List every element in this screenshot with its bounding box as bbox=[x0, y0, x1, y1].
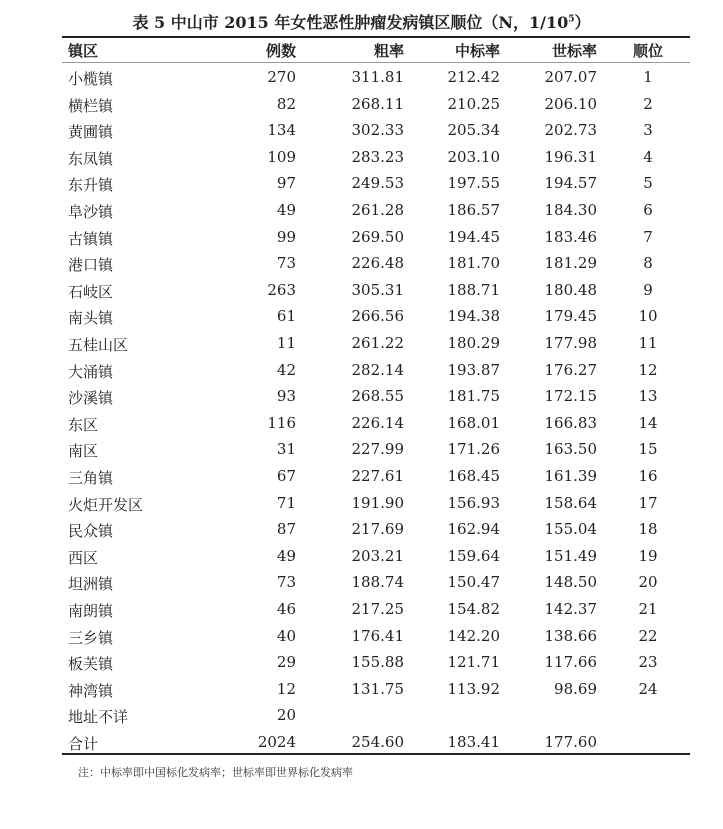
table-cell: 302.33 bbox=[351, 121, 404, 140]
table-cell: 73 bbox=[276, 573, 296, 592]
table-row bbox=[62, 490, 690, 516]
table-cell: 212.42 bbox=[447, 68, 500, 86]
table-cell: 184.30 bbox=[544, 201, 597, 219]
table-cell: 193.87 bbox=[447, 360, 500, 379]
table-cell: 1 bbox=[643, 68, 653, 86]
table-cell: 东区 bbox=[68, 415, 99, 434]
table-cell: 24 bbox=[638, 679, 658, 698]
table-cell: 177.98 bbox=[544, 334, 597, 352]
table-row bbox=[62, 330, 690, 356]
table-cell: 石岐区 bbox=[68, 282, 114, 301]
table-row bbox=[62, 436, 690, 462]
table-cell: 东凤镇 bbox=[68, 149, 114, 168]
bottom-rule bbox=[62, 753, 690, 755]
table-cell: 113.92 bbox=[447, 679, 500, 698]
header-rule bbox=[62, 62, 690, 63]
table-cell: 159.64 bbox=[447, 546, 500, 565]
table-cell: 117.66 bbox=[544, 653, 597, 672]
table-cell: 17 bbox=[638, 493, 658, 512]
table-cell: 131.75 bbox=[351, 679, 404, 698]
table-cell: 150.47 bbox=[447, 573, 500, 592]
table-cell: 阜沙镇 bbox=[68, 203, 114, 221]
table-cell: 203.21 bbox=[351, 546, 404, 565]
table-cell: 179.45 bbox=[544, 307, 597, 326]
table-cell: 46 bbox=[276, 600, 296, 618]
table-cell: 163.50 bbox=[544, 440, 597, 459]
header-row bbox=[62, 36, 690, 62]
table-cell: 194.57 bbox=[544, 174, 597, 193]
table-row bbox=[62, 383, 690, 409]
table-cell: 23 bbox=[638, 653, 658, 672]
table-cell: 156.93 bbox=[447, 493, 500, 512]
table-cell: 横栏镇 bbox=[68, 96, 114, 115]
table-cell: 183.41 bbox=[447, 733, 500, 751]
table-cell: 142.37 bbox=[544, 600, 597, 618]
table-cell: 155.88 bbox=[351, 653, 404, 672]
table-cell: 6 bbox=[643, 201, 653, 219]
table-cell: 311.81 bbox=[351, 68, 404, 86]
table-cell: 99 bbox=[276, 227, 296, 246]
table-cell: 171.26 bbox=[447, 440, 500, 459]
table-cell: 261.22 bbox=[351, 334, 404, 352]
header-cell: 粗率 bbox=[373, 42, 404, 60]
table-cell: 古镇镇 bbox=[68, 229, 114, 248]
table-row bbox=[62, 170, 690, 196]
table-cell: 小榄镇 bbox=[68, 70, 114, 88]
table-row bbox=[62, 596, 690, 622]
table-cell: 266.56 bbox=[351, 307, 404, 326]
table-cell: 三乡镇 bbox=[68, 628, 114, 647]
table-row bbox=[62, 117, 690, 143]
table-cell: 13 bbox=[638, 387, 658, 406]
table-cell: 227.99 bbox=[351, 440, 404, 459]
table-cell: 南区 bbox=[68, 442, 99, 461]
table-cell: 29 bbox=[276, 653, 296, 672]
table-cell: 227.61 bbox=[351, 467, 404, 485]
table-cell: 42 bbox=[276, 360, 296, 379]
table-cell: 22 bbox=[638, 626, 658, 645]
table-cell: 19 bbox=[638, 546, 658, 565]
table-cell: 181.70 bbox=[447, 254, 500, 273]
table-cell: 151.49 bbox=[544, 546, 597, 565]
table-cell: 283.23 bbox=[351, 147, 404, 166]
table-cell: 沙溪镇 bbox=[68, 389, 114, 408]
table-cell: 263 bbox=[267, 280, 296, 299]
table-cell: 226.14 bbox=[351, 413, 404, 432]
table-cell: 194.38 bbox=[447, 307, 500, 326]
table-cell: 3 bbox=[643, 121, 653, 140]
table-cell: 188.71 bbox=[447, 280, 500, 299]
table-row bbox=[62, 357, 690, 383]
table-cell: 三角镇 bbox=[68, 469, 114, 487]
table-cell: 158.64 bbox=[544, 493, 597, 512]
table-cell: 176.41 bbox=[351, 626, 404, 645]
table-cell: 5 bbox=[643, 174, 653, 193]
table-cell: 154.82 bbox=[447, 600, 500, 618]
table-cell: 172.15 bbox=[544, 387, 597, 406]
table-cell: 142.20 bbox=[447, 626, 500, 645]
table-cell: 地址不详 bbox=[68, 708, 129, 727]
table-cell: 93 bbox=[276, 387, 296, 406]
table-cell: 71 bbox=[276, 493, 296, 512]
table-cell: 194.45 bbox=[447, 227, 500, 246]
table-cell: 269.50 bbox=[351, 227, 404, 246]
table-cell: 270 bbox=[267, 68, 296, 86]
table-cell: 18 bbox=[638, 520, 658, 539]
table-row bbox=[62, 702, 690, 728]
table-cell: 205.34 bbox=[447, 121, 500, 140]
table-cell: 神湾镇 bbox=[68, 681, 114, 700]
table-cell: 东升镇 bbox=[68, 176, 114, 195]
table-cell: 67 bbox=[276, 467, 296, 485]
table-row bbox=[62, 729, 690, 755]
table-cell: 南头镇 bbox=[68, 309, 114, 328]
table-cell: 49 bbox=[276, 546, 296, 565]
table-cell: 12 bbox=[638, 360, 658, 379]
table-cell: 206.10 bbox=[544, 94, 597, 113]
table-cell: 268.55 bbox=[351, 387, 404, 406]
table-cell: 7 bbox=[643, 227, 653, 246]
table-cell: 8 bbox=[643, 254, 653, 273]
table-cell: 五桂山区 bbox=[68, 336, 129, 354]
table-cell: 217.69 bbox=[351, 520, 404, 539]
table-cell: 196.31 bbox=[544, 147, 597, 166]
table-cell: 109 bbox=[267, 147, 296, 166]
table-cell: 87 bbox=[276, 520, 296, 539]
table-row bbox=[62, 623, 690, 649]
table-row bbox=[62, 277, 690, 303]
table-cell: 188.74 bbox=[351, 573, 404, 592]
table-row bbox=[62, 649, 690, 675]
table-cell: 217.25 bbox=[351, 600, 404, 618]
table-cell: 西区 bbox=[68, 548, 99, 567]
table-cell: 207.07 bbox=[544, 68, 597, 86]
table-cell: 民众镇 bbox=[68, 522, 114, 541]
table-cell: 73 bbox=[276, 254, 296, 273]
table-cell: 261.28 bbox=[351, 201, 404, 219]
table-cell: 板芙镇 bbox=[68, 655, 114, 674]
table-row bbox=[62, 64, 690, 90]
table-row bbox=[62, 543, 690, 569]
table-cell: 14 bbox=[638, 413, 658, 432]
table-cell: 191.90 bbox=[351, 493, 404, 512]
table-row bbox=[62, 91, 690, 117]
table-cell: 49 bbox=[276, 201, 296, 219]
table-cell: 15 bbox=[638, 440, 658, 459]
table-cell: 305.31 bbox=[351, 280, 404, 299]
table-cell: 181.75 bbox=[447, 387, 500, 406]
table-cell: 2 bbox=[643, 94, 653, 113]
table-cell: 168.45 bbox=[447, 467, 500, 485]
table-cell: 210.25 bbox=[447, 94, 500, 113]
table-cell: 16 bbox=[638, 467, 658, 485]
table-cell: 4 bbox=[643, 147, 653, 166]
header-cell: 例数 bbox=[265, 42, 296, 60]
table-cell: 183.46 bbox=[544, 227, 597, 246]
table-cell: 226.48 bbox=[351, 254, 404, 273]
table-cell: 10 bbox=[638, 307, 658, 326]
table-row bbox=[62, 303, 690, 329]
table-row bbox=[62, 144, 690, 170]
table-row bbox=[62, 516, 690, 542]
table-cell: 186.57 bbox=[447, 201, 500, 219]
table-cell: 合计 bbox=[68, 735, 99, 753]
table-row bbox=[62, 224, 690, 250]
table-cell: 2024 bbox=[257, 733, 296, 751]
header-cell: 顺位 bbox=[632, 42, 663, 60]
table-note: 注：中标率即中国标化发病率；世标率即世界标化发病率 bbox=[78, 766, 353, 779]
table-cell: 162.94 bbox=[447, 520, 500, 539]
table-cell: 坦洲镇 bbox=[68, 575, 114, 594]
table-cell: 31 bbox=[276, 440, 296, 459]
title-superscript: 5 bbox=[568, 14, 575, 25]
table-row bbox=[62, 250, 690, 276]
table-cell: 121.71 bbox=[447, 653, 500, 672]
table-cell: 268.11 bbox=[351, 94, 404, 113]
table-cell: 282.14 bbox=[351, 360, 404, 379]
table-row bbox=[62, 569, 690, 595]
table-cell: 155.04 bbox=[544, 520, 597, 539]
table-cell: 40 bbox=[276, 626, 296, 645]
table-cell: 203.10 bbox=[447, 147, 500, 166]
table-cell: 177.60 bbox=[544, 733, 597, 751]
table-cell: 61 bbox=[276, 307, 296, 326]
table-cell: 南朗镇 bbox=[68, 602, 114, 620]
table-row bbox=[62, 410, 690, 436]
table-cell: 黄圃镇 bbox=[68, 123, 114, 142]
table-cell: 161.39 bbox=[544, 467, 597, 485]
table-cell: 168.01 bbox=[447, 413, 500, 432]
table-cell: 197.55 bbox=[447, 174, 500, 193]
table-cell: 火炬开发区 bbox=[68, 495, 144, 514]
table-cell: 166.83 bbox=[544, 413, 597, 432]
table-cell: 12 bbox=[276, 679, 296, 698]
table-cell: 180.48 bbox=[544, 280, 597, 299]
table-cell: 20 bbox=[276, 706, 296, 725]
header-cell: 中标率 bbox=[454, 42, 500, 60]
table-cell: 11 bbox=[276, 334, 296, 352]
table-cell: 134 bbox=[267, 121, 296, 140]
title-text: 表 5 中山市 2015 年女性恶性肿瘤发病镇区顺位（N，1/10 bbox=[132, 13, 569, 32]
table-cell: 98.69 bbox=[554, 679, 597, 698]
table-cell: 11 bbox=[638, 334, 658, 352]
table-cell: 180.29 bbox=[447, 334, 500, 352]
table-cell: 254.60 bbox=[351, 733, 404, 751]
table-cell: 97 bbox=[276, 174, 296, 193]
table-title bbox=[0, 10, 723, 33]
table-cell: 21 bbox=[638, 600, 658, 618]
table-row bbox=[62, 463, 690, 489]
table-cell: 176.27 bbox=[544, 360, 597, 379]
table-row bbox=[62, 197, 690, 223]
table-cell: 148.50 bbox=[544, 573, 597, 592]
table-cell: 大涌镇 bbox=[68, 362, 114, 381]
table-cell: 116 bbox=[267, 413, 296, 432]
table-cell: 249.53 bbox=[351, 174, 404, 193]
header-cell: 世标率 bbox=[551, 42, 597, 60]
table-cell: 20 bbox=[638, 573, 658, 592]
table-cell: 港口镇 bbox=[68, 256, 114, 275]
table-cell: 82 bbox=[276, 94, 296, 113]
header-cell: 镇区 bbox=[68, 42, 99, 60]
table-cell: 9 bbox=[643, 280, 653, 299]
table-row bbox=[62, 676, 690, 702]
title-end: ） bbox=[574, 13, 591, 32]
table-cell: 202.73 bbox=[544, 121, 597, 140]
table-cell: 138.66 bbox=[544, 626, 597, 645]
table-cell: 181.29 bbox=[544, 254, 597, 273]
